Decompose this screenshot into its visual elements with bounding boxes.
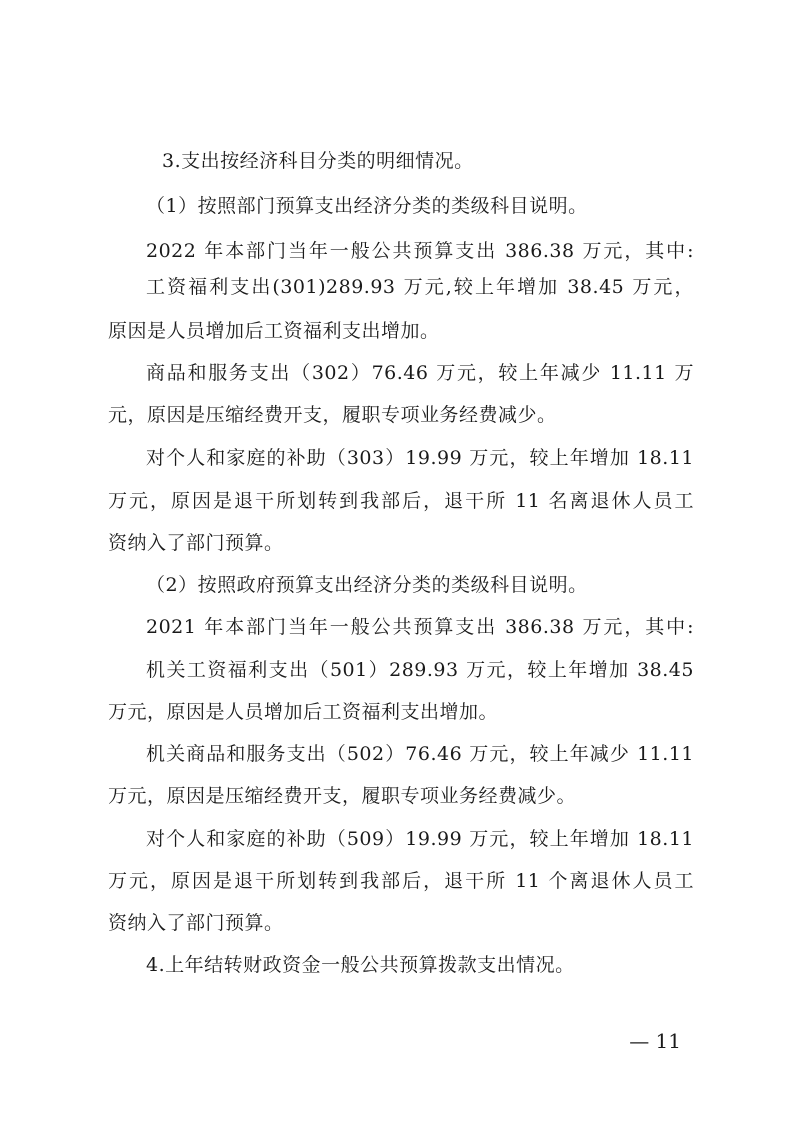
paragraph-line: 2022 年本部门当年一般公共预算支出 386.38 万元，其中: [146,240,694,262]
paragraph-line: 2021 年本部门当年一般公共预算支出 386.38 万元，其中: [146,616,694,638]
subheading-1: （1）按照部门预算支出经济分类的类级科目说明。 [146,195,588,217]
paragraph-line: 万元，原因是退干所划转到我部后，退干所 11 名离退休人员工 [108,490,694,512]
paragraph-line: 资纳入了部门预算。 [108,532,284,554]
paragraph-line: 对个人和家庭的补助（303）19.99 万元，较上年增加 18.11 [146,447,694,469]
paragraph-line: 对个人和家庭的补助（509）19.99 万元，较上年增加 18.11 [146,828,694,850]
paragraph-line: 万元，原因是人员增加后工资福利支出增加。 [108,701,499,723]
heading-4: 4.上年结转财政资金一般公共预算拨款支出情况。 [146,954,575,976]
paragraph-line: 元，原因是压缩经费开支，履职专项业务经费减少。 [108,404,557,426]
paragraph-line: 机关商品和服务支出（502）76.46 万元，较上年减少 11.11 [146,743,694,765]
paragraph-line: 机关工资福利支出（501）289.93 万元，较上年增加 38.45 [146,659,694,681]
paragraph-line: 资纳入了部门预算。 [108,912,284,934]
heading-3: 3.支出按经济科目分类的明细情况。 [162,150,474,172]
paragraph-line: 商品和服务支出（302）76.46 万元，较上年减少 11.11 万 [146,362,694,384]
paragraph-line: 万元，原因是退干所划转到我部后，退干所 11 个离退休人员工 [108,870,694,892]
paragraph-line: 万元，原因是压缩经费开支，履职专项业务经费减少。 [108,785,577,807]
paragraph-line: 工资福利支出(301)289.93 万元,较上年增加 38.45 万元， [146,276,694,298]
subheading-2: （2）按照政府预算支出经济分类的类级科目说明。 [146,574,588,596]
page-number: — 11 [629,1029,681,1053]
paragraph-line: 原因是人员增加后工资福利支出增加。 [108,320,440,342]
